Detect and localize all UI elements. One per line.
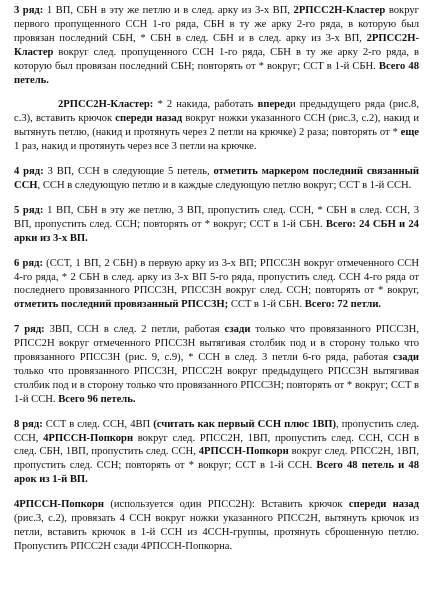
body-text: (СCT, 1 ВП, 2 СБН) в первую арку из 3-х ВП; РПСС3Н вокруг отмеченного ССН 4-го ряда, * 2 СБН в след. арку из 3-х ВП 5-го ряда, пропустить след. ССН 4-го ряда от последнего провязанного РПСС3Н, РПСС3Н вокруг след. ССН; повторять от * вокруг,	[14, 257, 419, 297]
bold-text: спереди назад	[115, 113, 183, 125]
body-text: вокруг след. РПСС2Н, 1ВП, пропустить след. ССН, ССН в след. СБН, 1ВП, пропустить след. ССН,	[14, 432, 419, 458]
body-text: вокруг след. РПСС2Н, 1ВП, пропустить след. ССН; повторять от * вокруг; СCT в 1-й ССН.	[14, 446, 419, 472]
bold-text: 3 ряд:	[14, 5, 47, 16]
body-text: и предыдущего ряда (рис.8, с.3), вставить крючок	[14, 99, 419, 125]
body-text: СCT в след. ССН, 4ВП	[45, 418, 154, 430]
bold-text: Всего 48 петель и 48 арок из 1-й ВП.	[14, 460, 419, 486]
body-text: только что провязанного РПСС3Н, РПСС2Н вокруг отмеченного РПСС3Н вытягивая столбик под и в сторону только что провязанного РПСС3Н (рис. 9, с.9), * ССН в след. 3 петли 6-го ряда, работая	[14, 324, 419, 364]
bold-text: Всего: 24 СБН и 24 арки из 3-х ВП.	[14, 218, 419, 244]
bold-text: отметить последний провязанный РПСС3Н;	[14, 299, 229, 311]
bold-text: вперед	[257, 99, 290, 111]
body-text: 1 ВП, СБН в эту же петлю и в след. арку из 3-х ВП,	[46, 5, 294, 16]
body-text: вокруг след. пропущенного ССН 1-го ряда, СБН в ту же арку 2-го ряда, в которую был провязан последний СБН; повторять от * вокруг; СCT в 1-й СБН.	[14, 46, 419, 72]
body-text: (используется один РПСС2Н): Вставить крючок	[103, 499, 349, 511]
paragraph-popcorn-def	[14, 498, 419, 554]
bold-text: 5 ряд:	[14, 204, 48, 216]
paragraph-row3	[14, 4, 419, 87]
body-text: (рис.3, с.2), провязать 4 ССН вокруг ножки указанного РПСС2Н, вытянуть крючок из петли, вставить крючок в 1-й ССН из 4ССН-группы, протянуть сброшенную петлю. Пропустить РПСС2Н сзади 4РПССН-Попкорна.	[14, 513, 419, 552]
bold-text: 4РПССН-Попкорн	[14, 499, 104, 511]
body-text: только что провязанного РПСС3Н, РПСС2Н вокруг предыдущего РПСС3Н вытягивая столбик под и в сторону только что провязанного РПСС3Н; повторять от * вокруг; СCT в 1-й ССН.	[14, 365, 419, 405]
paragraph-row8	[14, 418, 419, 488]
bold-text: 2РПСС2Н-Кластер:	[58, 99, 154, 111]
paragraph-row5	[14, 204, 419, 246]
paragraph-cluster-def	[14, 98, 419, 154]
body-text: 1 ВП, СБН в эту же петлю, 3 ВП, пропустить след. ССН, * СБН в след. ССН, 3 ВП, пропустить след. ССН; повторять от * вокруг; СCT в 1-й СБН.	[14, 204, 420, 230]
bold-text: 6 ряд:	[14, 257, 47, 269]
body-text: , пропустить след. ССН,	[14, 418, 419, 444]
paragraph-row7	[14, 323, 419, 406]
body-text: вокруг первого пропущенного ССН 1-го ряда, СБН в ту же арку 2-го ряда, в которую был провязан последний СБН, * СБН в след. СБН и в след. арку из 3-х ВП,	[14, 5, 419, 44]
body-text: СCT в 1-й СБН.	[228, 299, 305, 311]
paragraph-row4	[14, 165, 419, 193]
bold-text: спереди назад	[348, 499, 419, 511]
body-text: , ССН в следующую петлю и в каждые следующую петлю вокруг; СCT в 1-й ССН.	[37, 179, 412, 191]
body-text: 3ВП, ССН в след. 2 петли, работая	[49, 324, 225, 336]
bold-text: отметить маркером последний связанный ССН	[14, 166, 419, 191]
bold-text: 4РПССН-Попкорн	[198, 446, 289, 458]
body-text: 3 ВП, ССН в следующие 5 петель,	[47, 166, 214, 178]
bold-text: (считать как первый ССН плюс 1ВП)	[153, 418, 337, 430]
bold-text: 2РПСС2Н-Кластер	[14, 32, 419, 58]
bold-text: 2РПСС2Н-Кластер	[293, 5, 386, 16]
bold-text: Всего 48 петель.	[14, 60, 420, 86]
bold-text: 7 ряд:	[14, 324, 50, 336]
body-text: вокруг ножки указанного ССН (рис.3, с.2), накид и вытянуть петлю, (накид и протянуть через 2 петли на крючке) 2 раза; повторять от *	[14, 113, 419, 139]
body-text: 1 раз, накид и протянуть через все 3 петли на крючке.	[14, 141, 257, 153]
paragraph-row6	[14, 257, 419, 313]
bold-text: еще	[400, 127, 419, 139]
bold-text: Всего: 72 петли.	[304, 299, 382, 311]
bold-text: 4 ряд:	[14, 166, 48, 178]
bold-text: сзади	[393, 352, 419, 364]
bold-text: сзади	[224, 324, 251, 336]
bold-text: 8 ряд:	[14, 418, 46, 430]
bold-text: 4РПССН-Попкорн	[43, 432, 134, 444]
body-text: * 2 накида, работать	[153, 99, 258, 111]
bold-text: Всего 96 петель.	[58, 393, 136, 405]
